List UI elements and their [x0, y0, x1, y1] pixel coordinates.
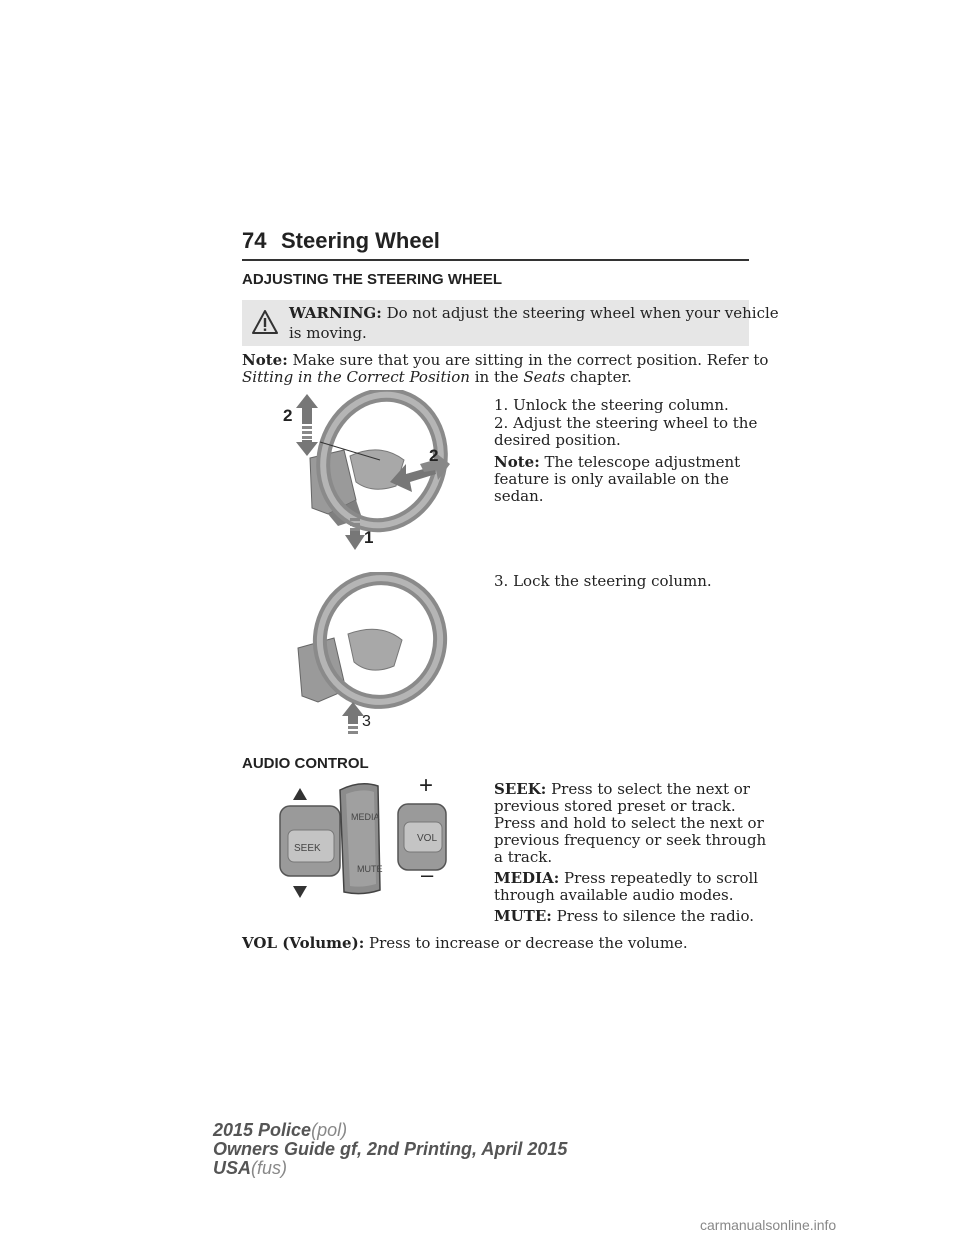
- steering-lock-figure: [290, 572, 460, 734]
- note-link-sitting[interactable]: Sitting in the Correct Position: [242, 368, 470, 386]
- vol-label: VOL (Volume):: [242, 934, 365, 952]
- vol-button-label: VOL: [417, 833, 438, 844]
- callout-2-tilt: 2: [283, 406, 293, 425]
- mute-line: [494, 908, 754, 925]
- seek-line-5: a track.: [494, 848, 553, 866]
- seek-label: SEEK:: [494, 780, 547, 798]
- mute-button-label: MUTE: [357, 864, 383, 874]
- seek-down-arrow-icon: [293, 886, 307, 898]
- step-3: 3. Lock the steering column.: [494, 572, 712, 590]
- note-label: Note:: [242, 351, 288, 369]
- warning-label: WARNING:: [289, 304, 382, 322]
- page-number: 74: [242, 228, 267, 253]
- note2-label: Note:: [494, 453, 540, 471]
- note-text-1: Make sure that you are sitting in the correct position. Refer to: [292, 351, 769, 369]
- lock-arrow-icon: [342, 702, 364, 734]
- steering-hub-2: [348, 629, 402, 670]
- seek-button[interactable]: [280, 806, 340, 876]
- header-rule: [242, 259, 749, 261]
- media-line-2: through available audio modes.: [494, 886, 734, 904]
- footer-model: 2015 Police: [213, 1120, 312, 1140]
- media-line-1: [494, 870, 758, 887]
- footer-market: USA: [213, 1158, 252, 1178]
- seek-text-1: Press to select the next or: [551, 780, 750, 798]
- step-2-line-2: desired position.: [494, 431, 621, 449]
- note-mid: in the: [474, 368, 519, 386]
- footer-line-1: [213, 1121, 567, 1140]
- seek-line-1: [494, 781, 750, 798]
- footer-line-3: [213, 1159, 567, 1178]
- seek-line-3: Press and hold to select the next or: [494, 814, 764, 832]
- note-chapter-seats[interactable]: Seats: [523, 368, 566, 386]
- chapter-title: Steering Wheel: [281, 228, 440, 253]
- note-line-1: [242, 352, 768, 369]
- vol-minus-icon: –: [421, 862, 434, 887]
- note2-line-1: [494, 454, 740, 471]
- vol-plus-icon: +: [419, 772, 434, 799]
- warning-line-2: is moving.: [289, 324, 367, 342]
- seek-line-4: previous frequency or seek through: [494, 831, 767, 849]
- media-text-1: Press repeatedly to scroll: [564, 869, 759, 887]
- footer-model-code: (pol): [311, 1120, 348, 1140]
- step-1: 1. Unlock the steering column.: [494, 396, 729, 414]
- warning-triangle-icon: [251, 309, 279, 335]
- vol-text: Press to increase or decrease the volume.: [369, 934, 688, 952]
- section-heading-adjusting: ADJUSTING THE STEERING WHEEL: [242, 271, 503, 288]
- note-end: chapter.: [569, 368, 632, 386]
- note2-line-3: sedan.: [494, 487, 544, 505]
- callout-2-telescope: 2: [429, 446, 439, 465]
- step-2-line-1: 2. Adjust the steering wheel to the: [494, 414, 758, 432]
- footer: [213, 1121, 567, 1178]
- seek-button-label: SEEK: [294, 843, 321, 854]
- warning-text-1: Do not adjust the steering wheel when your vehicle: [386, 304, 779, 322]
- seek-up-arrow-icon: [293, 788, 307, 800]
- vol-line: [242, 935, 688, 952]
- watermark: carmanualsonline.info: [700, 1217, 837, 1233]
- section-heading-audio: AUDIO CONTROL: [242, 755, 369, 772]
- warning-line-1: [289, 305, 779, 322]
- footer-market-code: (fus): [251, 1158, 288, 1178]
- tilt-arrow-icon: [296, 394, 318, 456]
- footer-line-2: Owners Guide gf, 2nd Printing, April 2015: [213, 1139, 568, 1159]
- media-button-label: MEDIA: [351, 812, 380, 822]
- callout-3-lock: 3: [362, 713, 371, 730]
- note-line-2: [242, 369, 632, 386]
- callout-1-unlock: 1: [364, 528, 374, 547]
- mute-text: Press to silence the radio.: [556, 907, 754, 925]
- note2-line-2: feature is only available on the: [494, 470, 729, 488]
- note2-text-1: The telescope adjustment: [544, 453, 741, 471]
- media-mute-button[interactable]: [340, 784, 380, 894]
- media-label: MEDIA:: [494, 869, 560, 887]
- seek-line-2: previous stored preset or track.: [494, 797, 736, 815]
- mute-label: MUTE:: [494, 907, 552, 925]
